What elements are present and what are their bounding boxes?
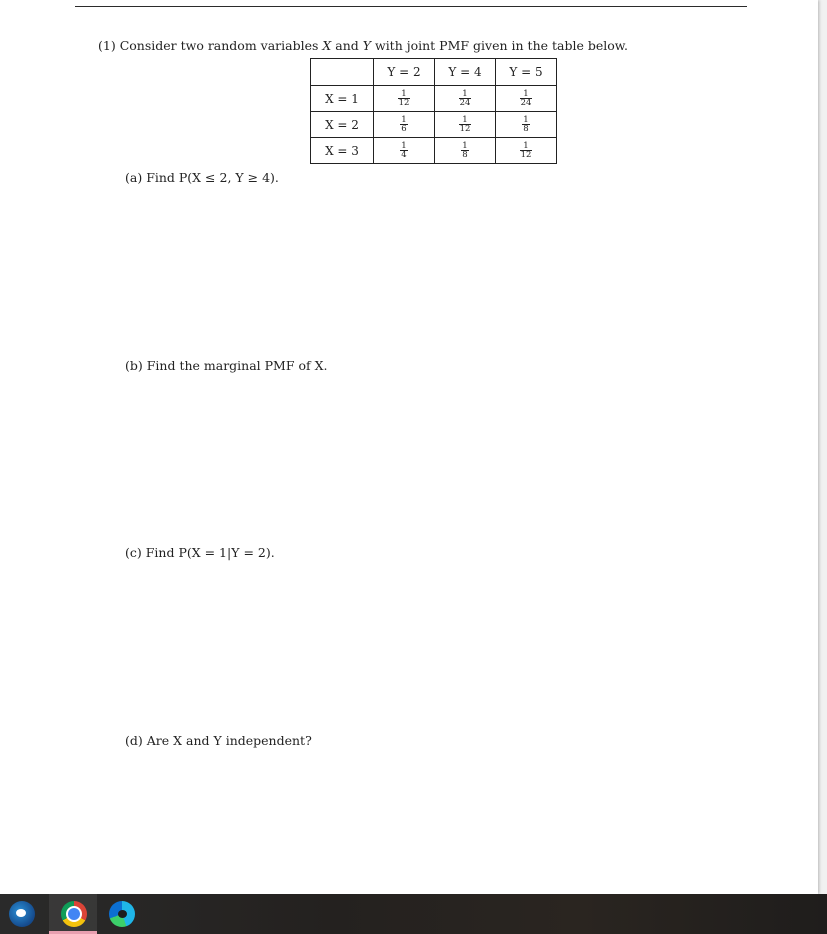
table-cell bbox=[374, 112, 435, 138]
denominator: 6 bbox=[401, 124, 407, 134]
fraction bbox=[398, 90, 411, 108]
fraction bbox=[520, 90, 533, 108]
denominator: 12 bbox=[398, 98, 410, 108]
column-header: Y = 2 bbox=[374, 59, 435, 86]
part-b bbox=[125, 358, 328, 373]
table-cell bbox=[374, 138, 435, 164]
problem-statement: (1) Consider two random variables X and Y with joint PMF given in the table below. bbox=[98, 38, 628, 53]
part-a bbox=[125, 170, 279, 185]
fraction bbox=[522, 116, 529, 134]
column-header: Y = 5 bbox=[496, 59, 557, 86]
page-top-rule bbox=[75, 6, 747, 7]
fraction bbox=[459, 116, 472, 134]
table-cell bbox=[496, 138, 557, 164]
row-header: X = 3 bbox=[311, 138, 374, 164]
table-cell bbox=[496, 112, 557, 138]
table-cell bbox=[374, 86, 435, 112]
row-header: X = 2 bbox=[311, 112, 374, 138]
part-c bbox=[125, 545, 275, 560]
edge-icon[interactable] bbox=[109, 901, 135, 927]
column-header: Y = 4 bbox=[435, 59, 496, 86]
denominator: 24 bbox=[520, 98, 532, 108]
part-label: (d) bbox=[125, 733, 143, 748]
table-header-row bbox=[311, 59, 557, 86]
fraction bbox=[400, 116, 407, 134]
denominator: 8 bbox=[462, 150, 468, 160]
part-label: (a) bbox=[125, 170, 143, 185]
numerator: 1 bbox=[462, 140, 468, 151]
table-cell bbox=[435, 138, 496, 164]
denominator: 24 bbox=[459, 98, 471, 108]
numerator: 1 bbox=[401, 140, 407, 151]
part-text: Find P(X = 1|Y = 2). bbox=[145, 545, 275, 560]
part-text: Find P(X ≤ 2, Y ≥ 4). bbox=[146, 170, 279, 185]
table-corner-cell bbox=[311, 59, 374, 86]
numerator: 1 bbox=[523, 114, 529, 125]
part-label: (c) bbox=[125, 545, 142, 560]
table-cell bbox=[435, 112, 496, 138]
chrome-icon[interactable] bbox=[61, 901, 87, 927]
numerator: 1 bbox=[401, 88, 407, 99]
numerator: 1 bbox=[462, 88, 468, 99]
table-cell bbox=[496, 86, 557, 112]
steam-icon[interactable] bbox=[9, 901, 35, 927]
denominator: 8 bbox=[523, 124, 529, 134]
table-row bbox=[311, 112, 557, 138]
part-text: Are X and Y independent? bbox=[146, 733, 312, 748]
fraction bbox=[400, 142, 407, 160]
denominator: 12 bbox=[520, 150, 532, 160]
table-row bbox=[311, 86, 557, 112]
part-text: Find the marginal PMF of X. bbox=[146, 358, 328, 373]
fraction bbox=[459, 90, 472, 108]
numerator: 1 bbox=[401, 114, 407, 125]
taskbar bbox=[0, 894, 827, 934]
table-row bbox=[311, 138, 557, 164]
table-cell bbox=[435, 86, 496, 112]
fraction bbox=[520, 142, 533, 160]
numerator: 1 bbox=[523, 88, 529, 99]
part-label: (b) bbox=[125, 358, 143, 373]
denominator: 12 bbox=[459, 124, 471, 134]
fraction bbox=[461, 142, 468, 160]
part-d bbox=[125, 733, 312, 748]
numerator: 1 bbox=[462, 114, 468, 125]
numerator: 1 bbox=[523, 140, 529, 151]
denominator: 4 bbox=[401, 150, 407, 160]
row-header: X = 1 bbox=[311, 86, 374, 112]
joint-pmf-table bbox=[310, 58, 557, 164]
